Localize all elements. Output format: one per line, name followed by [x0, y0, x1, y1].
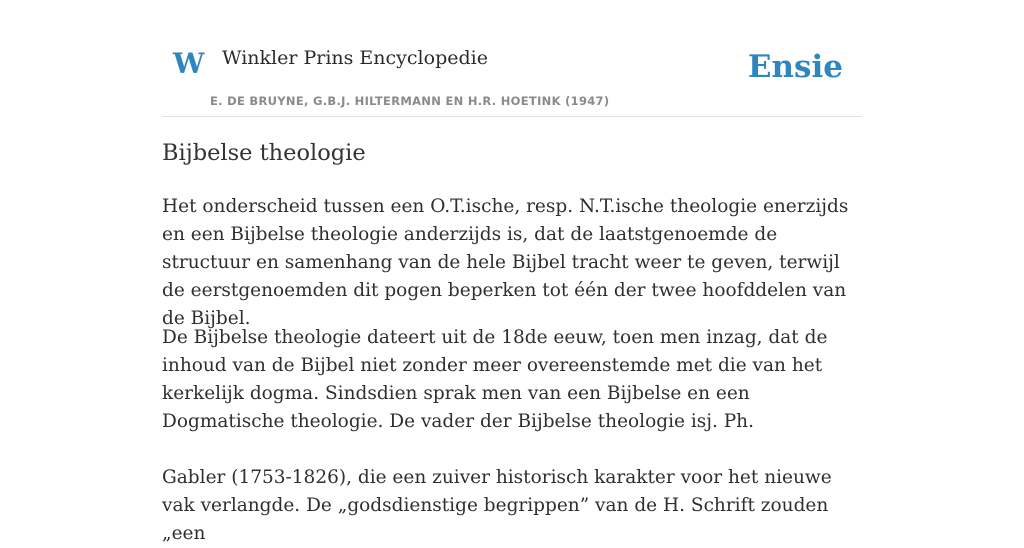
source-authors: E. DE BRUYNE, G.B.J. HILTERMANN EN H.R. HOETINK (1947)	[210, 94, 610, 108]
article-paragraph: De Bijbelse theologie dateert uit de 18de eeuw, toen men inzag, dat de inhoud van de Bijbel niet zonder meer overeenstemde met die van het kerkelijk dogma. Sindsdien sprak men van een Bijbelse en een Dogmatische theologie. De vader der Bijbelse theologie isj. Ph.	[162, 327, 828, 432]
article-paragraph: Het onderscheid tussen een O.T.ische, resp. N.T.ische theologie enerzijds en een Bijbelse theologie anderzijds is, dat de laatstgenoemde de structuur en samenhang van de hele Bijbel tracht weer te geven, terwijl de eerstgenoemden dit pogen beperken tot één der twee hoofddelen van de Bijbel.	[162, 196, 849, 329]
page-container	[162, 0, 862, 544]
source-title[interactable]: Winkler Prins Encyclopedie	[222, 47, 488, 69]
source-header	[162, 0, 862, 117]
brand-logo[interactable]: Ensie	[747, 49, 843, 85]
source-logo[interactable]: W	[173, 47, 205, 80]
article-title: Bijbelse theologie	[162, 140, 366, 166]
article-paragraph: Gabler (1753-1826), die een zuiver historisch karakter voor het nieuwe vak verlangde. De „godsdienstige begrippen” van de H. Schrift zouden „een	[162, 467, 832, 544]
